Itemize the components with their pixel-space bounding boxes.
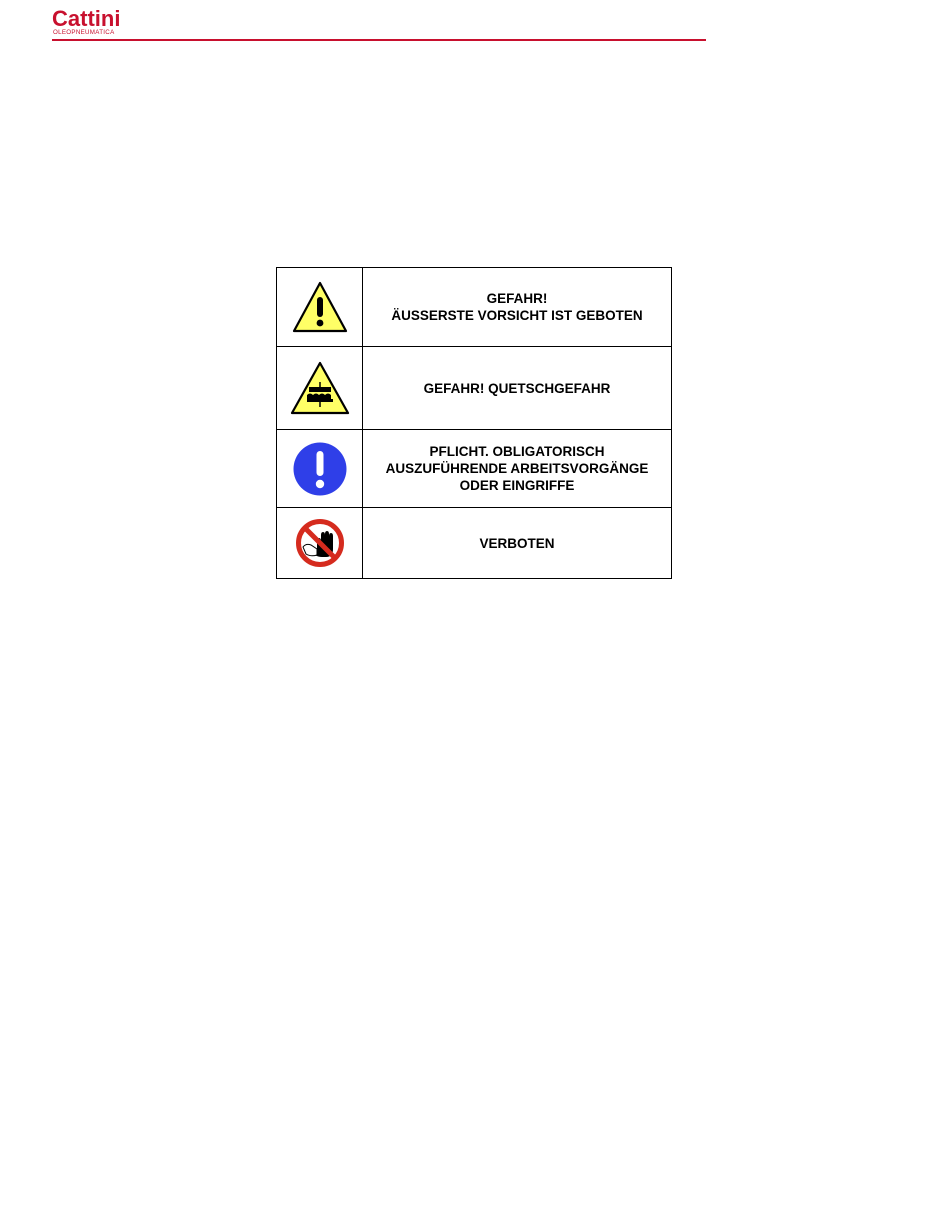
svg-text:OLEOPNEUMATICA: OLEOPNEUMATICA	[53, 29, 115, 36]
text-line: AUSZUFÜHRENDE ARBEITSVORGÄNGE	[385, 461, 649, 476]
symbol-description	[363, 508, 672, 579]
text-line: ODER EINGRIFFE	[459, 478, 575, 493]
symbol-description	[363, 268, 672, 347]
text-line: ÄUSSERSTE VORSICHT IST GEBOTEN	[391, 308, 643, 323]
header-rule	[52, 39, 706, 41]
symbol-row-mandatory	[277, 430, 672, 508]
symbol-cell	[277, 430, 363, 508]
cattini-logo	[52, 6, 144, 36]
symbol-cell	[277, 347, 363, 430]
symbol-row-prohibited	[277, 508, 672, 579]
safety-symbols-table	[276, 267, 672, 579]
symbol-row-danger	[277, 268, 672, 347]
symbol-description	[363, 430, 672, 508]
svg-text:Cattini: Cattini	[52, 6, 121, 31]
crushing-hazard-icon	[289, 360, 351, 416]
mandatory-action-icon	[292, 441, 348, 497]
prohibition-icon	[294, 517, 346, 569]
general-warning-icon	[291, 280, 349, 334]
text-line: GEFAHR! QUETSCHGEFAHR	[423, 380, 611, 396]
symbol-description	[363, 347, 672, 430]
symbol-cell	[277, 508, 363, 579]
text-line: VERBOTEN	[479, 535, 555, 551]
text-line: PFLICHT. OBLIGATORISCH	[429, 444, 605, 459]
symbol-cell	[277, 268, 363, 347]
text-line: GEFAHR!	[486, 291, 548, 306]
page-header	[52, 6, 706, 42]
symbol-row-crushing	[277, 347, 672, 430]
